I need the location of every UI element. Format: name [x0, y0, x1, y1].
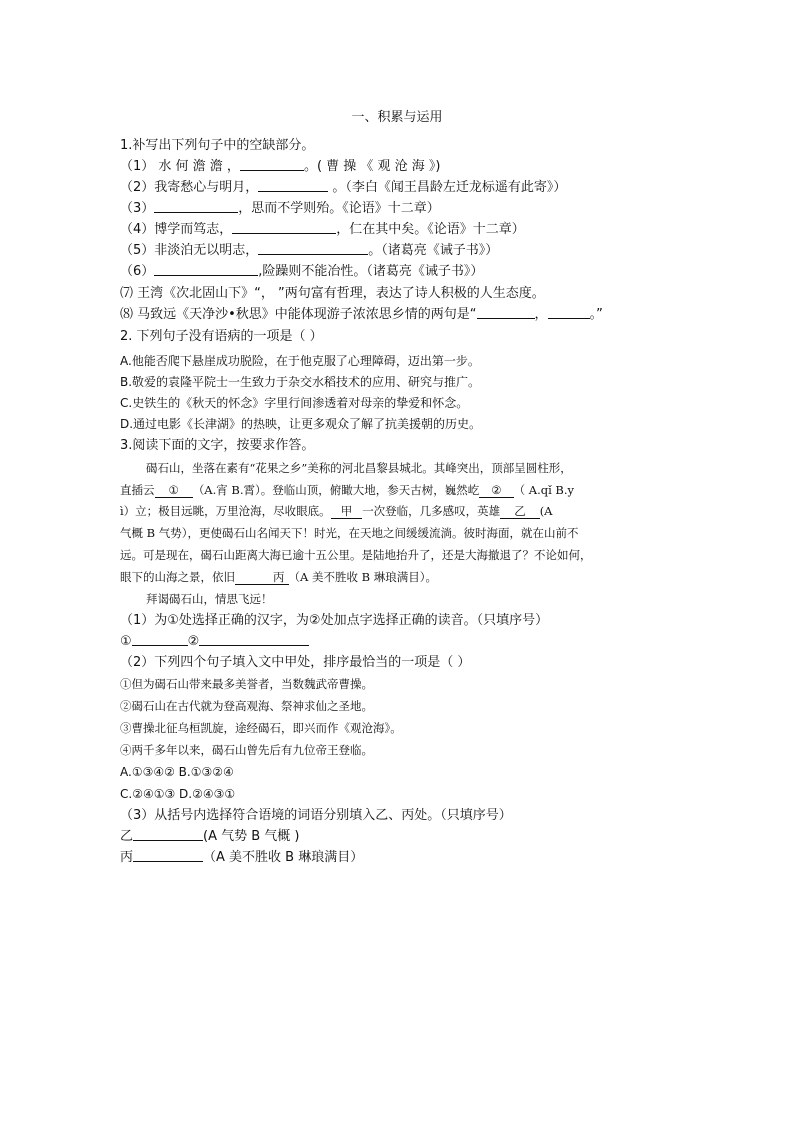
answer-blank[interactable]: [133, 828, 203, 841]
answer-blank[interactable]: [133, 849, 203, 862]
bing-options: （A 美不胜收 B 琳琅满目）: [203, 850, 364, 865]
passage-text: （ A.qǐ B.y: [513, 483, 575, 497]
sub1-answers: [120, 633, 309, 650]
q1-item-4-post: ，仁在其中矣。《论语》十二章）: [336, 222, 525, 237]
passage-text: （A 美不胜收 B 琳琅满目）。: [288, 570, 437, 584]
q1-item-8-post: 。”: [589, 307, 603, 322]
answer-blank[interactable]: [154, 200, 238, 213]
blank-marker-jia: 甲: [331, 504, 363, 519]
sub2-stem: （2）下列四个句子填入文中甲处，排序最恰当的一项是（ ）: [120, 655, 471, 670]
passage-text: 一次登临，几多感叹，英雄: [362, 504, 501, 518]
passage-text: ì）立；极目远眺，万里沧海，尽收眼底。: [120, 504, 331, 518]
q3-stem: 3.阅读下面的文字，按要求作答。: [120, 438, 315, 453]
q1-item-3-post: ，思而不学则殆。《论语》十二章）: [238, 201, 440, 216]
answer-blank[interactable]: [199, 633, 309, 646]
q2-option-d: D.通过电影《长津湖》的热映，让更多观众了解了抗美援朝的历史。: [120, 417, 482, 431]
passage-line-4: 气概 B 气势），更使碣石山名闻天下！时光，在天地之间缓缓流淌。彼时海面，就在山前不: [120, 526, 579, 540]
passage-line-1: 碣石山，坐落在素有“花果之乡”美称的河北昌黎县城北。其峰突出，顶部呈圆柱形，: [146, 461, 572, 475]
q2-stem: 2. 下列句子没有语病的一项是（ ）: [120, 329, 323, 344]
blank-marker-2: ②: [479, 483, 513, 498]
passage-line-6: [120, 569, 437, 586]
q1-item-2: [120, 179, 566, 196]
answer-blank[interactable]: [132, 633, 188, 646]
passage-text: (A: [539, 504, 553, 518]
passage-line-7: 拜谒碣石山，情思飞远！: [146, 592, 273, 606]
section-title: 一、积累与运用: [351, 110, 443, 125]
blank-marker-bing: 丙: [235, 570, 289, 585]
sub2-sentence-4: ④两千多年以来，碣石山曾先后有九位帝王登临。: [120, 743, 373, 757]
q1-item-6-pre: （6）: [120, 264, 155, 279]
sub2-sentence-2: ②碣石山在古代就为登高观海、祭神求仙之圣地。: [120, 699, 373, 713]
q1-item-1-pre: （1） 水 何 澹 澹 ，: [120, 159, 240, 174]
sub2-options-cd: C.②④①③ D.②④③①: [120, 787, 236, 801]
yi-label: 乙: [120, 829, 134, 844]
answer-blank[interactable]: [548, 306, 590, 319]
sub2-sentence-1: ①但为碣石山带来最多美誉者，当数魏武帝曹操。: [120, 677, 373, 691]
q1-item-8-mid: ，: [534, 307, 548, 322]
sub3-yi-line: [120, 828, 300, 845]
q1-item-2-post: 。（李白《闻王昌龄左迁龙标遥有此寄》）: [328, 180, 567, 195]
q2-option-a: A.他能否爬下悬崖成功脱险，在于他克服了心理障碍，迈出第一步。: [120, 354, 480, 368]
bing-label: 丙: [120, 850, 134, 865]
q2-option-c: C.史铁生的《秋天的怀念》字里行间渗透着对母亲的挚爱和怀念。: [120, 396, 469, 410]
passage-line-2: [120, 482, 574, 499]
sub3-stem: （3）从括号内选择符合语境的词语分别填入乙、丙处。（只填序号）: [120, 808, 512, 823]
answer-blank[interactable]: [477, 306, 535, 319]
q1-item-7: ⑺ 王湾《次北固山下》“， ”两句富有哲理，表达了诗人积极的人生态度。: [120, 286, 545, 301]
sub3-bing-line: [120, 849, 363, 866]
answer-blank[interactable]: [232, 221, 336, 234]
q1-item-3: [120, 200, 440, 217]
q1-item-6: [120, 263, 483, 280]
sub2-sentence-3: ③曹操北征乌桓凯旋，途经碣石，即兴而作《观沧海》。: [120, 721, 402, 735]
q1-item-4-pre: （4）博学而笃志，: [120, 222, 233, 237]
q1-item-5-pre: （5）非淡泊无以明志，: [120, 243, 259, 258]
passage-text: （A.宵 B.霄）。登临山顶，俯瞰大地，参天古树，巍然屹: [192, 483, 480, 497]
blank-marker-1: ①: [155, 483, 193, 498]
q1-item-5-post: 。（诸葛亮《诫子书》）: [368, 243, 499, 258]
q1-item-3-pre: （3）: [120, 201, 155, 216]
q1-item-2-pre: （2）我寄愁心与明月，: [120, 180, 259, 195]
q2-option-b: B.敬爱的袁隆平院士一生致力于杂交水稻技术的应用、研究与推广。: [120, 375, 481, 389]
q1-item-6-post: ,险躁则不能冶性。（诸葛亮《诫子书》）: [258, 264, 484, 279]
q1-stem: 1.补写出下列句子中的空缺部分。: [120, 138, 315, 153]
answer-label-1: ①: [120, 634, 132, 649]
q1-item-8: [120, 306, 603, 323]
answer-blank[interactable]: [258, 179, 328, 192]
yi-options: (A 气势 B 气概 ): [203, 829, 300, 844]
passage-line-3: [120, 503, 552, 520]
answer-label-2: ②: [187, 634, 200, 649]
passage-text: 眼下的山海之景，依旧: [120, 570, 235, 584]
sub1-stem: （1）为①处选择正确的汉字，为②处加点字选择正确的读音。（只填序号）: [120, 613, 549, 628]
q1-item-5: [120, 242, 498, 259]
sub2-options-ab: A.①③④② B.①③②④: [120, 765, 234, 779]
q1-item-1-post: 。( 曹 操 《 观 沧 海 》): [303, 159, 441, 174]
answer-blank[interactable]: [240, 158, 304, 171]
q1-item-4: [120, 221, 525, 238]
answer-blank[interactable]: [154, 263, 258, 276]
blank-marker-yi: 乙: [500, 504, 540, 519]
answer-blank[interactable]: [258, 242, 368, 255]
passage-line-5: 远。可是现在，碣石山距离大海已逾十五公里。是陆地抬升了，还是大海撤退了？不论如何，: [120, 548, 592, 562]
passage-text: 直插云: [120, 483, 155, 497]
q1-item-8-pre: ⑻ 马致远《天净沙•秋思》中能体现游子浓浓思乡情的两句是“: [120, 307, 477, 322]
q1-item-1: [120, 158, 441, 175]
